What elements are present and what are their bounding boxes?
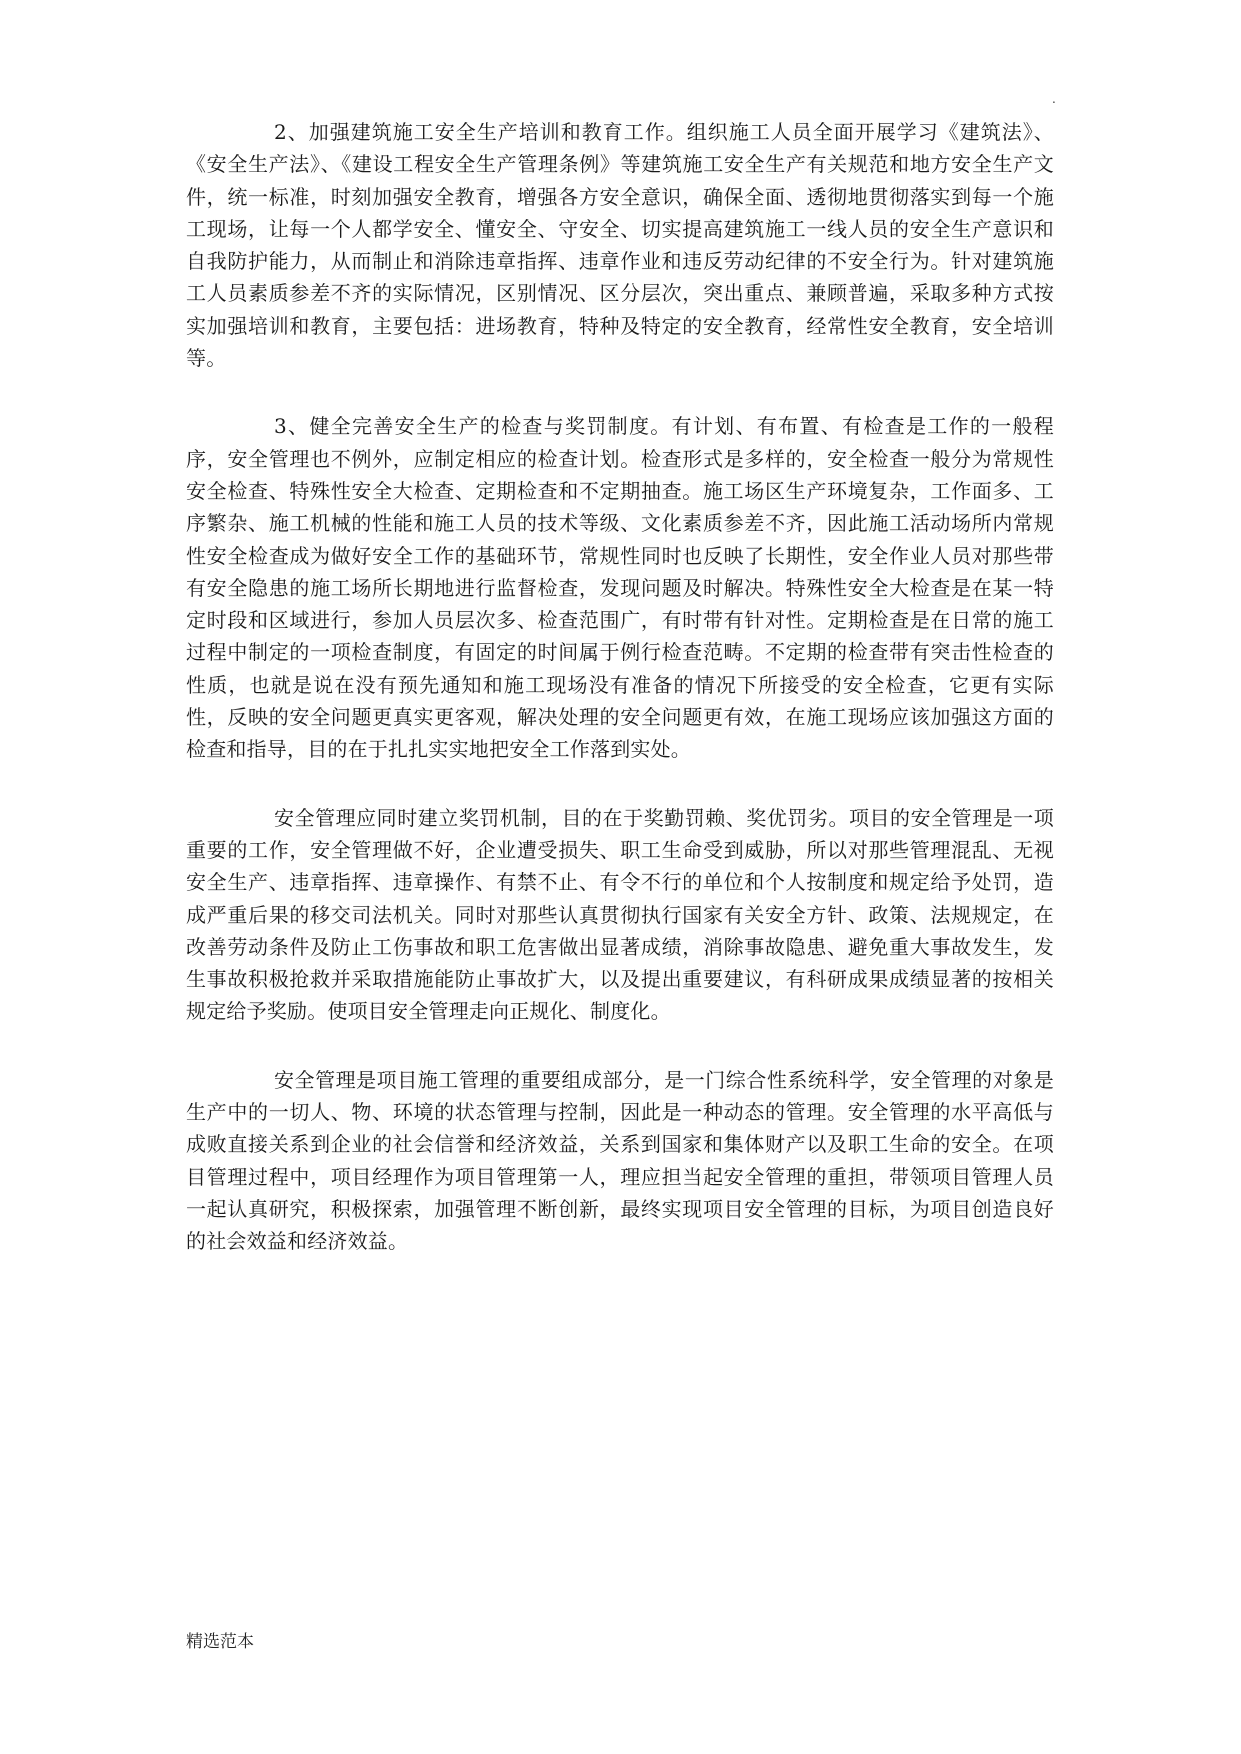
document-body bbox=[186, 116, 1054, 1258]
footer-label: 精选范本 bbox=[186, 1632, 254, 1652]
paragraph-training-education: 2、加强建筑施工安全生产培训和教育工作。组织施工人员全面开展学习《建筑法》、《安全生产法》、《建设工程安全生产管理条例》等建筑施工安全生产有关规范和地方安全生产文件，统一标准，时刻加强安全教育，增强各方安全意识，确保全面、透彻地贯彻落实到每一个施工现场，让每一个人都学安全、懂安全、守安全、切实提高建筑施工一线人员的安全生产意识和自我防护能力，从而制止和消除违章指挥、违章作业和违反劳动纪律的不安全行为。针对建筑施工人员素质参差不齐的实际情况，区别情况、区分层次，突出重点、兼顾普遍，采取多种方式按实加强培训和教育，主要包括：进场教育，特种及特定的安全教育，经常性安全教育，安全培训等。 bbox=[186, 120, 1054, 371]
paragraph-safety-management-summary: 安全管理是项目施工管理的重要组成部分，是一门综合性系统科学，安全管理的对象是生产中的一切人、物、环境的状态管理与控制，因此是一种动态的管理。安全管理的水平高低与成败直接关系到企业的社会信誉和经济效益，关系到国家和集体财产以及职工生命的安全。在项目管理过程中，项目经理作为项目管理第一人，理应担当起安全管理的重担，带领项目管理人员一起认真研究，积极探索，加强管理不断创新，最终实现项目安全管理的目标，为项目创造良好的社会效益和经济效益。 bbox=[186, 1067, 1054, 1254]
paragraph-reward-punishment: 安全管理应同时建立奖罚机制，目的在于奖勤罚赖、奖优罚劣。项目的安全管理是一项重要的工作，安全管理做不好，企业遭受损失、职工生命受到威胁，所以对那些管理混乱、无视安全生产、违章指挥、违章操作、有禁不止、有令不行的单位和个人按制度和规定给予处罚，造成严重后果的移交司法机关。同时对那些认真贯彻执行国家有关安全方针、政策、法规规定，在改善劳动条件及防止工伤事故和职工危害做出显著成绩，消除事故隐患、避免重大事故发生，发生事故积极抢救并采取措施能防止事故扩大，以及提出重要建议，有科研成果成绩显著的按相关规定给予奖励。使项目安全管理走向正规化、制度化。 bbox=[186, 805, 1054, 1024]
paragraph-inspection-system: 3、健全完善安全生产的检查与奖罚制度。有计划、有布置、有检查是工作的一般程序，安全管理也不例外，应制定相应的检查计划。检查形式是多样的，安全检查一般分为常规性安全检查、特殊性安全大检查、定期检查和不定期抽查。施工场区生产环境复杂，工作面多、工序繁杂、施工机械的性能和施工人员的技术等级、文化素质参差不齐，因此施工活动场所内常规性安全检查成为做好安全工作的基础环节，常规性同时也反映了长期性，安全作业人员对那些带有安全隐患的施工场所长期地进行监督检查，发现问题及时解决。特殊性安全大检查是在某一特定时段和区域进行，参加人员层次多、检查范围广，有时带有针对性。定期检查是在日常的施工过程中制定的一项检查制度，有固定的时间属于例行检查范畴。不定期的检查带有突击性检查的性质，也就是说在没有预先通知和施工现场没有准备的情况下所接受的安全检查，它更有实际性，反映的安全问题更真实更客观，解决处理的安全问题更有效，在施工现场应该加强这方面的检查和指导，目的在于扎扎实实地把安全工作落到实处。 bbox=[186, 414, 1054, 762]
header-corner-mark: . bbox=[1052, 92, 1056, 106]
